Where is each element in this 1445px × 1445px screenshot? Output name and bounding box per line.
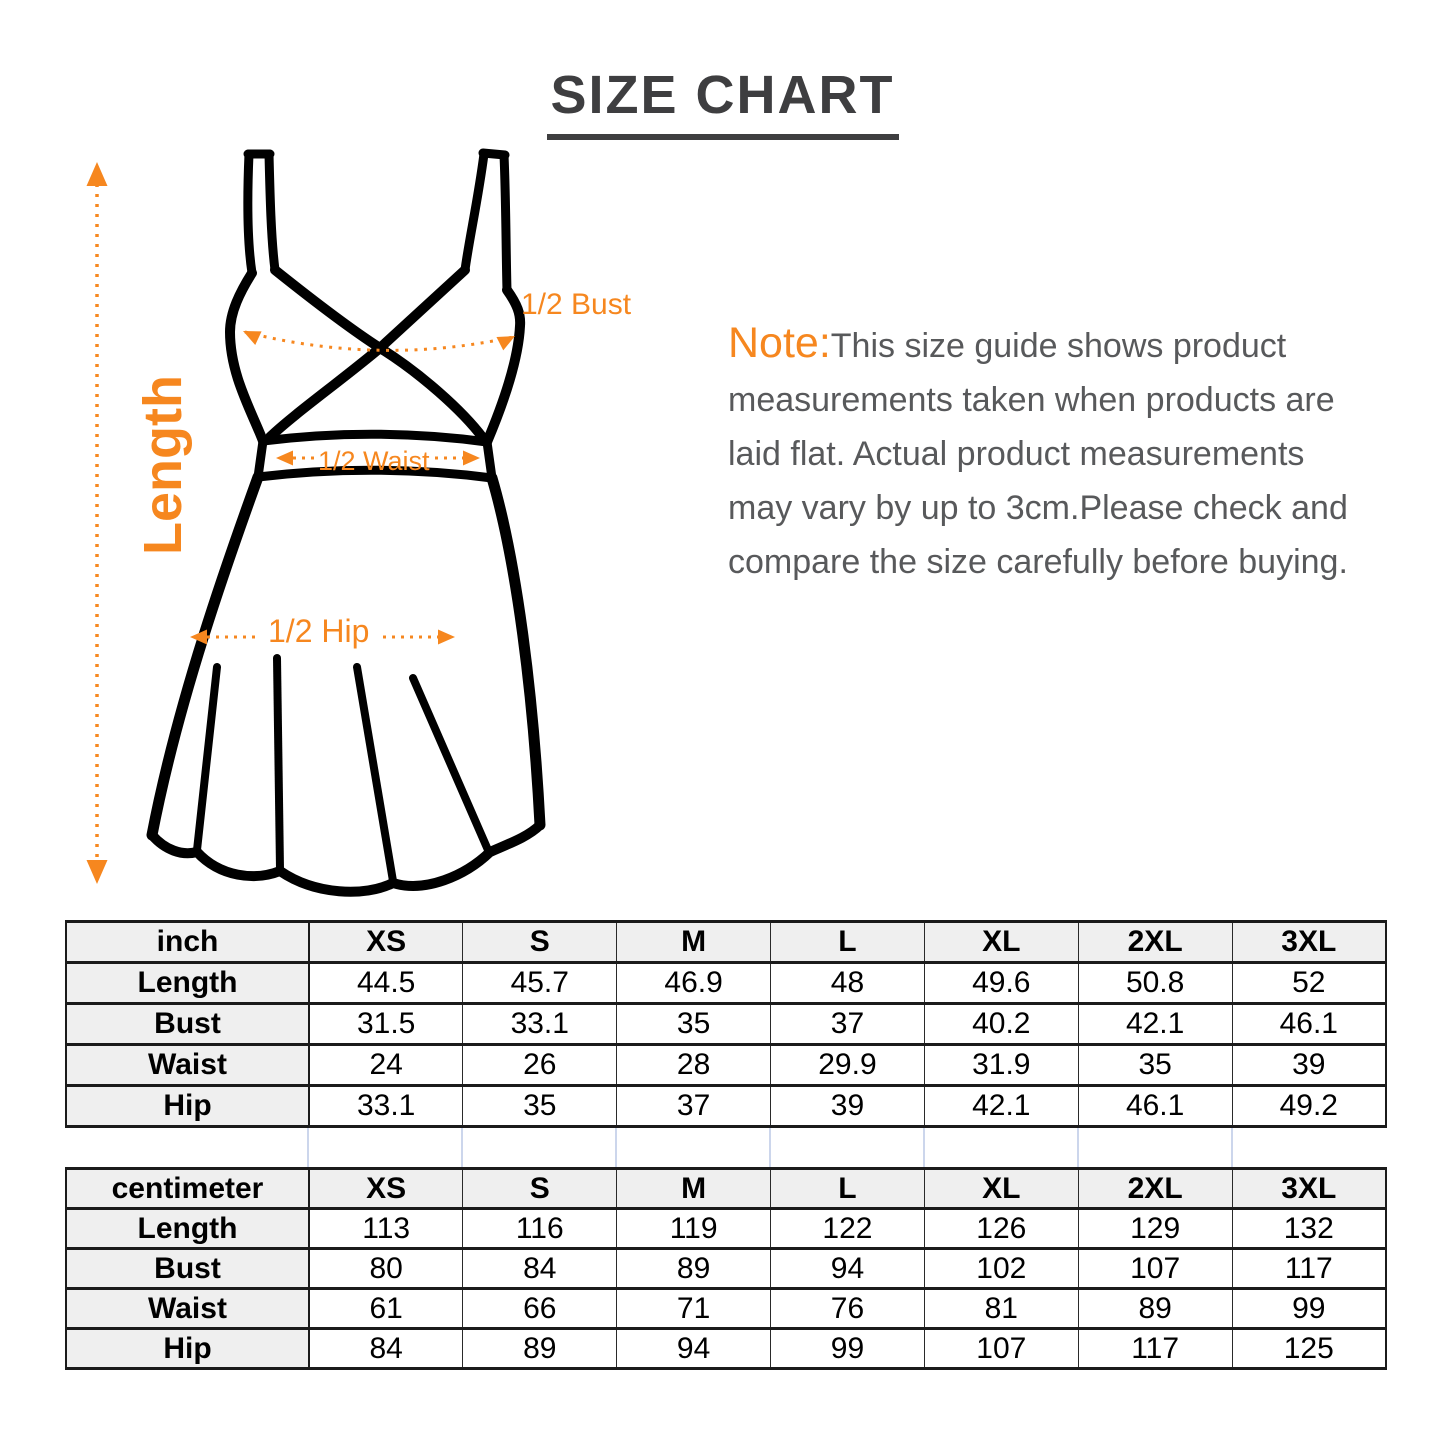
size-table-row-label: Hip xyxy=(66,1329,309,1369)
size-table-value-cell: 84 xyxy=(309,1329,463,1369)
size-table-row-label: Bust xyxy=(66,1249,309,1289)
size-table-size-header: S xyxy=(463,922,617,963)
dress-skirt-right-edge xyxy=(492,478,540,825)
size-table-value-cell: 49.2 xyxy=(1232,1086,1386,1127)
size-table-row xyxy=(66,1289,1386,1329)
waist-arrow-left-icon xyxy=(276,451,293,466)
size-table-row xyxy=(66,963,1386,1004)
size-table-size-header: 2XL xyxy=(1078,922,1232,963)
note-line: compare the size carefully before buying. xyxy=(728,543,1348,581)
size-table-value-cell: 42.1 xyxy=(1078,1004,1232,1045)
note-paragraph xyxy=(728,316,1418,589)
half-waist-label: 1/2 Waist xyxy=(318,446,430,476)
size-table-value-cell: 89 xyxy=(463,1329,617,1369)
size-table-row-label: Waist xyxy=(66,1045,309,1086)
note-prefix: Note: xyxy=(728,319,831,367)
size-table-row-label: Bust xyxy=(66,1004,309,1045)
dress-outline-drawing xyxy=(152,153,540,892)
dress-waistband-top xyxy=(263,434,487,442)
half-bust-label: 1/2 Bust xyxy=(521,288,632,321)
size-table-value-cell: 113 xyxy=(309,1209,463,1249)
size-table-value-cell: 50.8 xyxy=(1078,963,1232,1004)
size-table-size-header: M xyxy=(617,922,771,963)
size-table-value-cell: 94 xyxy=(771,1249,925,1289)
inch-size-table xyxy=(65,920,1387,1128)
note-line: may vary by up to 3cm.Please check and xyxy=(728,489,1348,527)
size-table-unit-header: centimeter xyxy=(66,1169,309,1209)
size-table-unit-header: inch xyxy=(66,922,309,963)
page-title: SIZE CHART xyxy=(547,64,899,140)
size-table-value-cell: 42.1 xyxy=(924,1086,1078,1127)
table-column-divider xyxy=(769,1128,771,1167)
length-arrow-up-icon xyxy=(87,162,108,186)
bust-arrow-left-icon xyxy=(240,324,262,345)
size-table-value-cell: 37 xyxy=(771,1004,925,1045)
size-table-value-cell: 39 xyxy=(771,1086,925,1127)
size-table-value-cell: 71 xyxy=(617,1289,771,1329)
size-table-value-cell: 44.5 xyxy=(309,963,463,1004)
dress-pleat-1 xyxy=(197,667,217,850)
size-table-row xyxy=(66,1209,1386,1249)
table-spacer xyxy=(65,1128,1387,1167)
note-line: laid flat. Actual product measurements xyxy=(728,435,1305,473)
size-table-row-label: Length xyxy=(66,963,309,1004)
size-table-row xyxy=(66,1086,1386,1127)
size-table-value-cell: 31.5 xyxy=(309,1004,463,1045)
size-table-value-cell: 31.9 xyxy=(924,1045,1078,1086)
size-table-size-header: L xyxy=(771,1169,925,1209)
dress-right-strap-outer xyxy=(504,155,507,290)
size-table-value-cell: 94 xyxy=(617,1329,771,1369)
size-table-value-cell: 84 xyxy=(463,1249,617,1289)
size-table-value-cell: 26 xyxy=(463,1045,617,1086)
dress-bodice-left-edge xyxy=(230,273,263,441)
size-table-value-cell: 117 xyxy=(1232,1249,1386,1289)
dress-right-strap-inner xyxy=(465,154,484,270)
size-table-value-cell: 99 xyxy=(1232,1289,1386,1329)
size-table-value-cell: 52 xyxy=(1232,963,1386,1004)
size-table-row-label: Waist xyxy=(66,1289,309,1329)
size-table-row xyxy=(66,1329,1386,1369)
size-table-value-cell: 46.1 xyxy=(1078,1086,1232,1127)
size-table-value-cell: 49.6 xyxy=(924,963,1078,1004)
size-table-value-cell: 66 xyxy=(463,1289,617,1329)
size-table-size-header: XL xyxy=(924,922,1078,963)
size-table-value-cell: 35 xyxy=(1078,1045,1232,1086)
table-column-divider xyxy=(307,1128,309,1167)
size-table-row xyxy=(66,1045,1386,1086)
size-table-value-cell: 99 xyxy=(771,1329,925,1369)
size-table-value-cell: 40.2 xyxy=(924,1004,1078,1045)
table-column-divider xyxy=(923,1128,925,1167)
size-table-row-label: Length xyxy=(66,1209,309,1249)
size-table-value-cell: 33.1 xyxy=(463,1004,617,1045)
size-table-size-header: XL xyxy=(924,1169,1078,1209)
dress-bodice-right-edge xyxy=(487,290,520,442)
size-table-value-cell: 28 xyxy=(617,1045,771,1086)
centimeter-size-table xyxy=(65,1167,1387,1370)
length-arrow-down-icon xyxy=(87,860,108,884)
size-table-row-label: Hip xyxy=(66,1086,309,1127)
size-table-value-cell: 46.9 xyxy=(617,963,771,1004)
size-table-value-cell: 24 xyxy=(309,1045,463,1086)
size-table-value-cell: 107 xyxy=(1078,1249,1232,1289)
table-column-divider xyxy=(461,1128,463,1167)
size-table-size-header: XS xyxy=(309,922,463,963)
size-table-value-cell: 107 xyxy=(924,1329,1078,1369)
size-table-value-cell: 48 xyxy=(771,963,925,1004)
dress-left-strap-outer xyxy=(248,154,252,273)
size-table-size-header: 3XL xyxy=(1232,1169,1386,1209)
size-table-value-cell: 61 xyxy=(309,1289,463,1329)
size-table-value-cell: 80 xyxy=(309,1249,463,1289)
size-table-size-header: M xyxy=(617,1169,771,1209)
half-hip-label: 1/2 Hip xyxy=(268,613,370,649)
size-table-value-cell: 116 xyxy=(463,1209,617,1249)
dress-pleat-3 xyxy=(357,667,393,881)
size-tables xyxy=(65,920,1387,1370)
size-table-size-header: L xyxy=(771,922,925,963)
size-table-value-cell: 39 xyxy=(1232,1045,1386,1086)
size-table-size-header: S xyxy=(463,1169,617,1209)
size-table-value-cell: 126 xyxy=(924,1209,1078,1249)
table-column-divider xyxy=(615,1128,617,1167)
size-table-row xyxy=(66,1004,1386,1045)
size-table-value-cell: 129 xyxy=(1078,1209,1232,1249)
size-table-value-cell: 102 xyxy=(924,1249,1078,1289)
size-table-value-cell: 89 xyxy=(1078,1289,1232,1329)
dress-pleat-2 xyxy=(277,658,280,869)
size-table-value-cell: 81 xyxy=(924,1289,1078,1329)
size-table-value-cell: 45.7 xyxy=(463,963,617,1004)
size-table-size-header: 2XL xyxy=(1078,1169,1232,1209)
size-table-header-row xyxy=(66,1169,1386,1209)
size-table-value-cell: 89 xyxy=(617,1249,771,1289)
size-table-header-row xyxy=(66,922,1386,963)
table-column-divider xyxy=(1077,1128,1079,1167)
size-table-value-cell: 125 xyxy=(1232,1329,1386,1369)
size-table-value-cell: 35 xyxy=(463,1086,617,1127)
table-column-divider xyxy=(1231,1128,1233,1167)
size-table-size-header: XS xyxy=(309,1169,463,1209)
size-table-value-cell: 117 xyxy=(1078,1329,1232,1369)
size-table-size-header: 3XL xyxy=(1232,922,1386,963)
size-table-value-cell: 122 xyxy=(771,1209,925,1249)
size-table-value-cell: 46.1 xyxy=(1232,1004,1386,1045)
note-line: Note:This size guide shows product xyxy=(728,319,1287,367)
size-table-value-cell: 33.1 xyxy=(309,1086,463,1127)
size-table-value-cell: 29.9 xyxy=(771,1045,925,1086)
size-table-value-cell: 132 xyxy=(1232,1209,1386,1249)
waist-arrow-right-icon xyxy=(463,451,480,466)
hip-arrow-right-icon xyxy=(438,630,455,645)
dress-left-strap-inner xyxy=(269,154,275,270)
size-table-value-cell: 37 xyxy=(617,1086,771,1127)
length-label: Length xyxy=(133,375,193,555)
dress-pleat-4 xyxy=(413,678,488,850)
note-line: measurements taken when products are xyxy=(728,381,1335,419)
size-table-value-cell: 119 xyxy=(617,1209,771,1249)
size-table-value-cell: 76 xyxy=(771,1289,925,1329)
size-table-row xyxy=(66,1249,1386,1289)
size-table-value-cell: 35 xyxy=(617,1004,771,1045)
